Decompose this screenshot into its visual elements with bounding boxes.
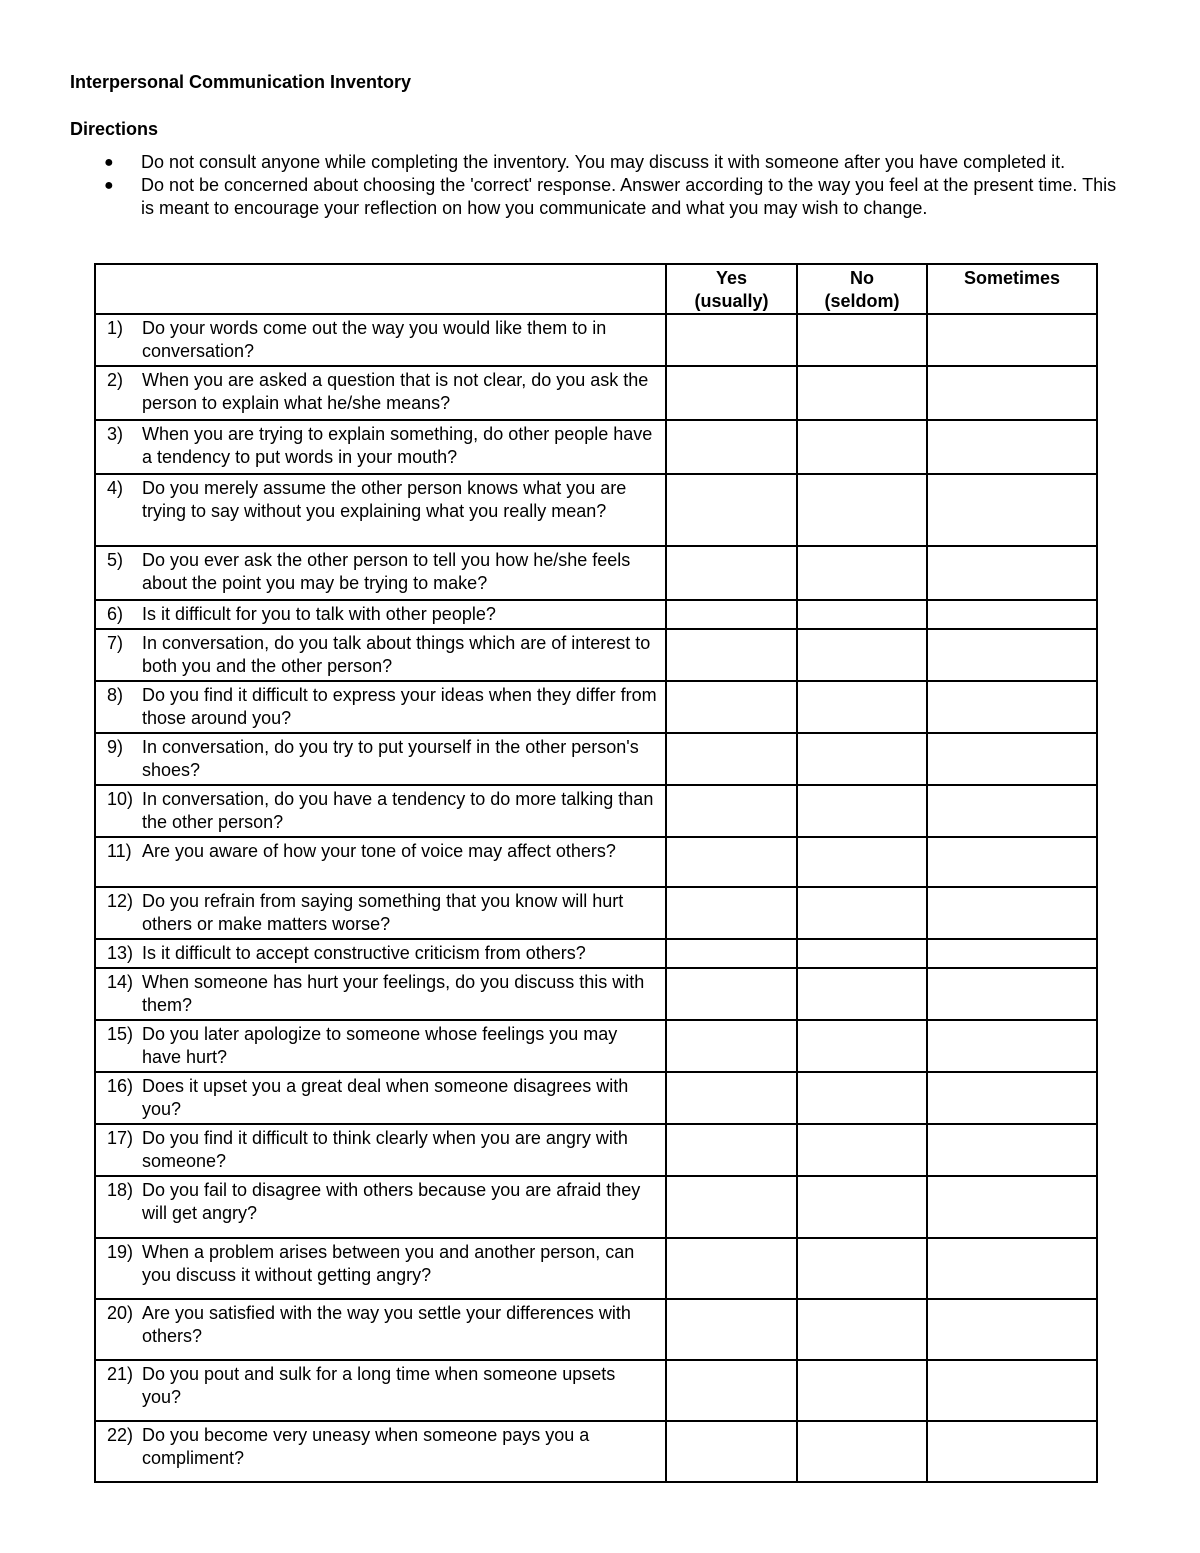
table-row	[95, 366, 1097, 420]
question-number: 21)	[107, 1364, 134, 1384]
question-number: 11)	[107, 841, 132, 861]
no-answer-cell[interactable]	[797, 1176, 927, 1238]
question-text: In conversation, do you try to put yourself in the other person's shoes?	[142, 737, 639, 780]
question-text: When a problem arises between you and another person, can you discuss it without getting angry?	[142, 1242, 635, 1285]
inventory-table	[94, 263, 1098, 1483]
question-number: 18)	[107, 1180, 134, 1200]
yes-column-header	[666, 264, 797, 314]
question-number: 17)	[107, 1128, 134, 1148]
yes-answer-cell[interactable]	[666, 887, 797, 939]
yes-answer-cell[interactable]	[666, 681, 797, 733]
no-answer-cell[interactable]	[797, 420, 927, 474]
question-number: 8)	[107, 685, 124, 705]
yes-answer-cell[interactable]	[666, 968, 797, 1020]
table-row	[95, 474, 1097, 546]
yes-header-label: Yes	[715, 268, 748, 288]
question-cell	[95, 546, 666, 600]
question-number: 12)	[107, 891, 134, 911]
question-text: Do your words come out the way you would like them to in conversation?	[142, 318, 607, 361]
sometimes-answer-cell[interactable]	[927, 474, 1097, 546]
table-row	[95, 600, 1097, 629]
question-cell	[95, 629, 666, 681]
table-row	[95, 1299, 1097, 1360]
document-title: Interpersonal Communication Inventory	[70, 72, 412, 92]
no-header-label: No	[850, 268, 874, 288]
question-number: 9)	[107, 737, 124, 757]
table-row	[95, 939, 1097, 968]
table-header-row	[95, 264, 1097, 314]
yes-answer-cell[interactable]	[666, 837, 797, 887]
question-number: 3)	[107, 424, 124, 444]
no-answer-cell[interactable]	[797, 1020, 927, 1072]
table-row	[95, 681, 1097, 733]
no-answer-cell[interactable]	[797, 1421, 927, 1482]
question-cell	[95, 1020, 666, 1072]
yes-answer-cell[interactable]	[666, 939, 797, 968]
question-cell	[95, 314, 666, 366]
no-header-sublabel: (seldom)	[824, 291, 900, 311]
sometimes-answer-cell[interactable]	[927, 366, 1097, 420]
question-cell	[95, 474, 666, 546]
yes-answer-cell[interactable]	[666, 1124, 797, 1176]
question-number: 19)	[107, 1242, 134, 1262]
no-answer-cell[interactable]	[797, 1299, 927, 1360]
no-answer-cell[interactable]	[797, 837, 927, 887]
question-text: Do you later apologize to someone whose feelings you may have hurt?	[142, 1024, 618, 1067]
directions-heading: Directions	[70, 119, 159, 139]
question-number: 10)	[107, 789, 134, 809]
sometimes-answer-cell[interactable]	[927, 1421, 1097, 1482]
no-answer-cell[interactable]	[797, 1238, 927, 1299]
no-answer-cell[interactable]	[797, 968, 927, 1020]
no-answer-cell[interactable]	[797, 887, 927, 939]
question-cell	[95, 1360, 666, 1421]
question-number: 6)	[107, 604, 124, 624]
table-row	[95, 968, 1097, 1020]
direction-item	[0, 174, 1200, 220]
sometimes-answer-cell[interactable]	[927, 600, 1097, 629]
sometimes-answer-cell[interactable]	[927, 1072, 1097, 1124]
table-row	[95, 733, 1097, 785]
question-cell	[95, 887, 666, 939]
question-number: 20)	[107, 1303, 134, 1323]
table-row	[95, 887, 1097, 939]
no-answer-cell[interactable]	[797, 314, 927, 366]
question-text: In conversation, do you talk about things which are of interest to both you and the other person?	[142, 633, 651, 676]
no-answer-cell[interactable]	[797, 629, 927, 681]
yes-answer-cell[interactable]	[666, 1020, 797, 1072]
no-answer-cell[interactable]	[797, 939, 927, 968]
sometimes-answer-cell[interactable]	[927, 837, 1097, 887]
table-row	[95, 1072, 1097, 1124]
question-cell	[95, 1124, 666, 1176]
question-number: 16)	[107, 1076, 134, 1096]
question-cell	[95, 968, 666, 1020]
question-text: Do you find it difficult to express your ideas when they differ from those around you?	[142, 685, 657, 728]
sometimes-answer-cell[interactable]	[927, 1299, 1097, 1360]
table-row	[95, 785, 1097, 837]
sometimes-answer-cell[interactable]	[927, 314, 1097, 366]
no-answer-cell[interactable]	[797, 785, 927, 837]
sometimes-answer-cell[interactable]	[927, 968, 1097, 1020]
question-number: 7)	[107, 633, 124, 653]
sometimes-answer-cell[interactable]	[927, 1176, 1097, 1238]
sometimes-answer-cell[interactable]	[927, 1360, 1097, 1421]
yes-answer-cell[interactable]	[666, 1421, 797, 1482]
table-row	[95, 546, 1097, 600]
question-text: Do you refrain from saying something that you know will hurt others or make matters worse?	[142, 891, 624, 934]
question-cell	[95, 366, 666, 420]
no-column-header	[797, 264, 927, 314]
table-row	[95, 837, 1097, 887]
question-text: Do you merely assume the other person knows what you are trying to say without you explaining what you really mean?	[142, 478, 627, 521]
yes-answer-cell[interactable]	[666, 314, 797, 366]
question-text: Are you aware of how your tone of voice may affect others?	[142, 841, 616, 861]
question-text: In conversation, do you have a tendency to do more talking than the other person?	[142, 789, 654, 832]
yes-answer-cell[interactable]	[666, 1176, 797, 1238]
table-row	[95, 1421, 1097, 1482]
question-text: When you are asked a question that is not clear, do you ask the person to explain what he/she means?	[142, 370, 649, 413]
question-number: 22)	[107, 1425, 134, 1445]
table-row	[95, 420, 1097, 474]
direction-text: Do not consult anyone while completing the inventory. You may discuss it with someone after you have completed it.	[141, 152, 1066, 172]
direction-item	[0, 151, 1200, 174]
question-column-header	[95, 264, 666, 314]
sometimes-answer-cell[interactable]	[927, 939, 1097, 968]
yes-answer-cell[interactable]	[666, 733, 797, 785]
no-answer-cell[interactable]	[797, 546, 927, 600]
sometimes-answer-cell[interactable]	[927, 420, 1097, 474]
yes-answer-cell[interactable]	[666, 600, 797, 629]
table-row	[95, 1360, 1097, 1421]
question-number: 4)	[107, 478, 124, 498]
question-text: Are you satisfied with the way you settle your differences with others?	[142, 1303, 631, 1346]
question-cell	[95, 681, 666, 733]
question-cell	[95, 939, 666, 968]
question-text: Is it difficult to accept constructive criticism from others?	[142, 943, 586, 963]
sometimes-answer-cell[interactable]	[927, 1124, 1097, 1176]
question-text: When someone has hurt your feelings, do you discuss this with them?	[142, 972, 645, 1015]
table-row	[95, 1176, 1097, 1238]
sometimes-column-header: Sometimes	[927, 264, 1097, 314]
no-answer-cell[interactable]	[797, 733, 927, 785]
question-cell	[95, 785, 666, 837]
question-number: 2)	[107, 370, 124, 390]
sometimes-answer-cell[interactable]	[927, 785, 1097, 837]
sometimes-answer-cell[interactable]	[927, 1238, 1097, 1299]
no-answer-cell[interactable]	[797, 366, 927, 420]
no-answer-cell[interactable]	[797, 1072, 927, 1124]
table-row	[95, 314, 1097, 366]
question-cell	[95, 1421, 666, 1482]
question-text: Do you fail to disagree with others because you are afraid they will get angry?	[142, 1180, 641, 1223]
table-row	[95, 629, 1097, 681]
yes-answer-cell[interactable]	[666, 1238, 797, 1299]
sometimes-answer-cell[interactable]	[927, 546, 1097, 600]
no-answer-cell[interactable]	[797, 1124, 927, 1176]
yes-answer-cell[interactable]	[666, 546, 797, 600]
question-number: 13)	[107, 943, 134, 963]
direction-text: Do not be concerned about choosing the 'correct' response. Answer according to the way you feel at the present time. This is meant to encourage your reflection on how you communicate and what you may wish to change.	[141, 175, 1117, 218]
question-number: 14)	[107, 972, 134, 992]
question-text: When you are trying to explain something, do other people have a tendency to put words in your mouth?	[142, 424, 653, 467]
no-answer-cell[interactable]	[797, 600, 927, 629]
question-text: Do you become very uneasy when someone pays you a compliment?	[142, 1425, 590, 1468]
question-number: 5)	[107, 550, 124, 570]
question-text: Do you ever ask the other person to tell you how he/she feels about the point you may be trying to make?	[142, 550, 631, 593]
bullet-icon: ●	[104, 177, 114, 194]
yes-answer-cell[interactable]	[666, 420, 797, 474]
yes-answer-cell[interactable]	[666, 474, 797, 546]
sometimes-answer-cell[interactable]	[927, 681, 1097, 733]
table-row	[95, 1124, 1097, 1176]
table-row	[95, 1020, 1097, 1072]
inventory-body	[95, 314, 1097, 1482]
no-answer-cell[interactable]	[797, 681, 927, 733]
sometimes-answer-cell[interactable]	[927, 1020, 1097, 1072]
question-text: Is it difficult for you to talk with other people?	[142, 604, 496, 624]
directions-list	[0, 151, 1200, 220]
question-cell	[95, 1299, 666, 1360]
question-cell	[95, 733, 666, 785]
question-cell	[95, 1238, 666, 1299]
question-number: 1)	[107, 318, 124, 338]
question-cell	[95, 420, 666, 474]
yes-answer-cell[interactable]	[666, 366, 797, 420]
question-number: 15)	[107, 1024, 134, 1044]
question-cell	[95, 1176, 666, 1238]
yes-answer-cell[interactable]	[666, 629, 797, 681]
question-cell	[95, 1072, 666, 1124]
table-row	[95, 1238, 1097, 1299]
yes-answer-cell[interactable]	[666, 1360, 797, 1421]
no-answer-cell[interactable]	[797, 474, 927, 546]
question-text: Do you find it difficult to think clearly when you are angry with someone?	[142, 1128, 628, 1171]
yes-answer-cell[interactable]	[666, 1072, 797, 1124]
sometimes-answer-cell[interactable]	[927, 629, 1097, 681]
sometimes-answer-cell[interactable]	[927, 887, 1097, 939]
sometimes-answer-cell[interactable]	[927, 733, 1097, 785]
question-text: Do you pout and sulk for a long time when someone upsets you?	[142, 1364, 616, 1407]
yes-answer-cell[interactable]	[666, 1299, 797, 1360]
question-text: Does it upset you a great deal when someone disagrees with you?	[142, 1076, 629, 1119]
bullet-icon: ●	[104, 154, 114, 171]
yes-answer-cell[interactable]	[666, 785, 797, 837]
question-cell	[95, 600, 666, 629]
yes-header-sublabel: (usually)	[694, 291, 769, 311]
no-answer-cell[interactable]	[797, 1360, 927, 1421]
question-cell	[95, 837, 666, 887]
